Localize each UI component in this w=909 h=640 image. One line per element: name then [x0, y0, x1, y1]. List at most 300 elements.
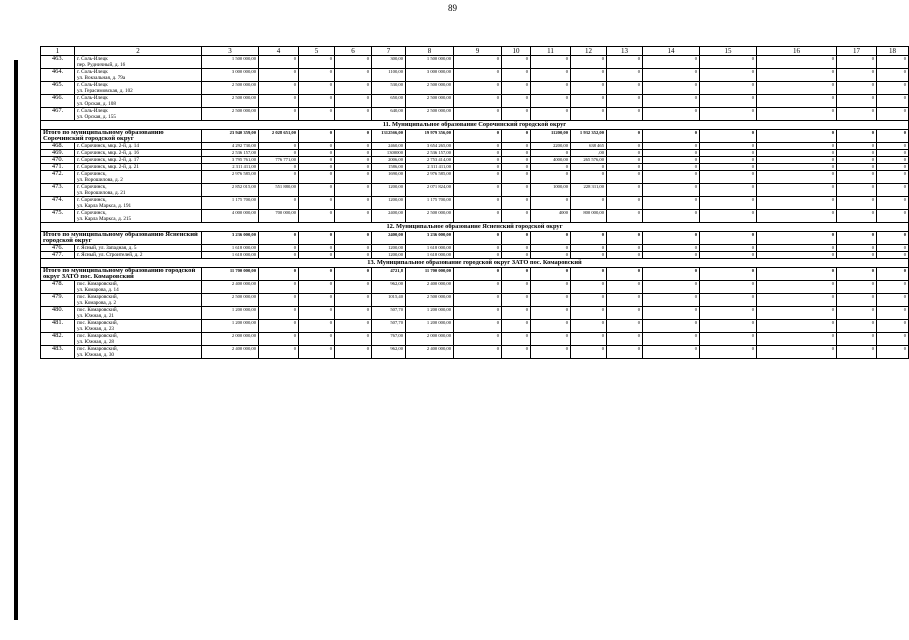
address-line: ул. Южная, д. 30 — [77, 352, 115, 358]
value-cell: 0 — [837, 210, 877, 223]
value-cell: 0 — [757, 143, 837, 150]
value-cell: 0 — [502, 150, 531, 157]
address-line: ул. Комарова, д. 2 — [77, 300, 117, 306]
address-line: ул. Комарова, д. 14 — [77, 287, 119, 293]
value-cell: 0 — [837, 333, 877, 346]
value-cell: 2 976 585,00 — [406, 171, 454, 184]
address-line: ул. Карла Маркса, д. 191 — [77, 203, 132, 209]
value-cell: 0 — [454, 69, 502, 82]
value-cell: 0 — [531, 307, 571, 320]
value-cell: 0 — [454, 164, 502, 171]
value-cell: 0 — [454, 307, 502, 320]
value-cell: 0 — [607, 281, 643, 294]
value-cell: 0 — [299, 150, 335, 157]
table-row — [41, 56, 909, 69]
value-cell: 1 500 000,00 — [406, 56, 454, 69]
value-cell: 0 — [299, 333, 335, 346]
value-cell: 0 — [259, 346, 299, 359]
value-cell: 3 654 265,00 — [406, 143, 454, 150]
value-cell: 0 — [502, 69, 531, 82]
value-cell: 0 — [757, 268, 837, 281]
value-cell: 0 — [531, 294, 571, 307]
value-cell: 0 — [454, 56, 502, 69]
value-cell: 0 — [837, 268, 877, 281]
value-cell: 0 — [531, 82, 571, 95]
table-row — [41, 210, 909, 223]
section-row — [41, 121, 909, 130]
value-cell: 0 — [335, 56, 372, 69]
value-cell: 0 — [454, 150, 502, 157]
value-cell: 4 000 000,00 — [202, 210, 259, 223]
address-cell — [75, 346, 202, 359]
value-cell: 0 — [643, 210, 700, 223]
total-row — [41, 268, 909, 281]
value-cell: 1 175 700,00 — [406, 197, 454, 210]
value-cell: 2 000 000,00 — [202, 333, 259, 346]
value-cell: 0 — [299, 281, 335, 294]
column-header: 5 — [299, 47, 335, 56]
value-cell: 0 — [643, 268, 700, 281]
header-row — [41, 47, 909, 56]
value-cell: 0 — [335, 320, 372, 333]
value-cell: 0 — [454, 82, 502, 95]
value-cell: 2 500 000,00 — [406, 210, 454, 223]
address-line: ул. Ворошилова, д. 2 — [77, 177, 123, 183]
value-cell: 0 — [757, 69, 837, 82]
value-cell: 0 — [700, 82, 757, 95]
table-row — [41, 197, 909, 210]
value-cell: 11 700 000,00 — [406, 268, 454, 281]
value-cell: 0 — [335, 333, 372, 346]
value-cell: 2 400 000,00 — [406, 346, 454, 359]
table-row — [41, 69, 909, 82]
value-cell: 0 — [531, 281, 571, 294]
value-cell: 0 — [607, 164, 643, 171]
value-cell: 0 — [877, 333, 909, 346]
value-cell: 2 000 000,00 — [406, 333, 454, 346]
value-cell: 0 — [531, 197, 571, 210]
value-cell: 1200,00 — [372, 184, 406, 197]
value-cell: 0 — [259, 307, 299, 320]
value-cell: 0 — [837, 294, 877, 307]
value-cell: 0 — [454, 95, 502, 108]
value-cell: 1 932 352,00 — [571, 130, 607, 143]
address-line: г. Сорочинск, мкр. 2-й, д. 14 — [77, 143, 139, 149]
value-cell: 638 465 — [571, 143, 607, 150]
value-cell: 0 — [502, 281, 531, 294]
value-cell: 0 — [259, 281, 299, 294]
address-line: пос. Комаровский, — [77, 333, 118, 339]
value-cell: 3 795 761,00 — [202, 157, 259, 164]
value-cell: 0 — [299, 108, 335, 121]
value-cell: 0 — [454, 346, 502, 359]
column-header: 4 — [259, 47, 299, 56]
value-cell: 800 000,00 — [571, 210, 607, 223]
value-cell: 2 852 015,00 — [202, 184, 259, 197]
table-row — [41, 281, 909, 294]
value-cell: 3 236 000,00 — [406, 232, 454, 245]
value-cell: 0 — [299, 245, 335, 252]
value-cell: 0 — [571, 164, 607, 171]
value-cell: 0 — [454, 333, 502, 346]
value-cell: 11200,00 — [531, 130, 571, 143]
value-cell: 0 — [607, 108, 643, 121]
table-row — [41, 320, 909, 333]
value-cell: 0 — [757, 333, 837, 346]
value-cell: 0 — [757, 232, 837, 245]
value-cell: 0 — [502, 232, 531, 245]
value-cell: 0 — [571, 320, 607, 333]
value-cell: 0 — [502, 82, 531, 95]
value-cell: 1 618 000,00 — [406, 245, 454, 252]
value-cell: 0 — [454, 171, 502, 184]
address-line: ул. Орская, д. 108 — [77, 101, 116, 107]
value-cell: 0 — [837, 143, 877, 150]
value-cell: 0 — [571, 82, 607, 95]
value-cell: 2 500 000,00 — [406, 108, 454, 121]
value-cell: 0 — [700, 320, 757, 333]
value-cell: 0 — [837, 95, 877, 108]
value-cell: 2 753 414,00 — [406, 157, 454, 164]
value-cell: 0 — [607, 294, 643, 307]
value-cell: 0 — [837, 320, 877, 333]
value-cell: 0 — [700, 210, 757, 223]
column-header: 9 — [454, 47, 502, 56]
address-line: г. Ясный, ул. Строителей, д. 2 — [77, 252, 143, 258]
value-cell: 0 — [299, 171, 335, 184]
value-cell: 2200,00 — [531, 143, 571, 150]
address-line: г. Сорочинск, — [77, 184, 107, 190]
section-title: 11. Муниципальное образование Сорочинский городской округ — [41, 121, 909, 130]
value-cell: 1 500 000,00 — [202, 56, 259, 69]
value-cell: 0 — [454, 210, 502, 223]
value-cell: 0 — [700, 69, 757, 82]
value-cell: 0 — [607, 252, 643, 259]
value-cell: 0 — [643, 150, 700, 157]
value-cell: 0 — [757, 307, 837, 320]
value-cell: 0 — [335, 245, 372, 252]
table-row — [41, 333, 909, 346]
value-cell: 0 — [571, 56, 607, 69]
value-cell: 0 — [335, 95, 372, 108]
address-cell — [75, 184, 202, 197]
value-cell: 0 — [259, 197, 299, 210]
value-cell: 0 — [837, 56, 877, 69]
value-cell: 0 — [299, 157, 335, 164]
value-cell: 0 — [607, 268, 643, 281]
value-cell: 1 175 700,00 — [202, 197, 259, 210]
value-cell: 0 — [877, 95, 909, 108]
value-cell: 0 — [877, 232, 909, 245]
value-cell: 0 — [571, 307, 607, 320]
value-cell: 0 — [571, 95, 607, 108]
address-line: пос. Комаровский, — [77, 294, 118, 300]
value-cell: 0 — [259, 82, 299, 95]
value-cell: 0 — [299, 346, 335, 359]
value-cell: 0 — [531, 252, 571, 259]
value-cell: 1200,00 — [372, 252, 406, 259]
value-cell: 2460,00 — [372, 143, 406, 150]
value-cell: 0 — [607, 171, 643, 184]
table-row — [41, 157, 909, 164]
value-cell: 0 — [299, 164, 335, 171]
value-cell: 0 — [757, 184, 837, 197]
table-row — [41, 252, 909, 259]
value-cell: 0 — [454, 130, 502, 143]
value-cell: 0 — [837, 252, 877, 259]
value-cell: 700 000,00 — [259, 210, 299, 223]
value-cell: 0 — [335, 210, 372, 223]
value-cell: 962,00 — [372, 346, 406, 359]
value-cell: 0 — [335, 143, 372, 150]
row-number: 465. — [41, 82, 75, 95]
value-cell: 0 — [757, 108, 837, 121]
value-cell: 0 — [335, 69, 372, 82]
value-cell: 0 — [643, 164, 700, 171]
value-cell: 0 — [643, 184, 700, 197]
value-cell: 0 — [502, 294, 531, 307]
value-cell: 0 — [335, 130, 372, 143]
value-cell: 0 — [700, 143, 757, 150]
value-cell: 0 — [335, 82, 372, 95]
value-cell: 0 — [837, 82, 877, 95]
address-line: г. Сорочинск, мкр. 2-й, д. 17 — [77, 157, 139, 163]
value-cell: 2 500 000,00 — [406, 294, 454, 307]
value-cell: 0 — [700, 252, 757, 259]
value-cell: 0 — [757, 171, 837, 184]
value-cell: 0 — [700, 56, 757, 69]
row-number: 466. — [41, 95, 75, 108]
address-cell — [75, 150, 202, 157]
value-cell: 0 — [454, 197, 502, 210]
value-cell: 0 — [643, 56, 700, 69]
address-line: г. Ясный, ул. Западная, д. 5 — [77, 245, 137, 251]
value-cell: 1 618 000,00 — [406, 252, 454, 259]
value-cell: 0 — [837, 164, 877, 171]
value-cell: 0 — [259, 252, 299, 259]
address-line: ул. Герасимовская, д. 102 — [77, 88, 133, 94]
value-cell: 0 — [877, 252, 909, 259]
value-cell: 507,70 — [372, 307, 406, 320]
value-cell: 0 — [607, 95, 643, 108]
value-cell: 0 — [335, 108, 372, 121]
value-cell: 4000,00 — [531, 157, 571, 164]
value-cell: 0 — [454, 320, 502, 333]
address-cell — [75, 164, 202, 171]
row-number: 469. — [41, 150, 75, 157]
value-cell: 0 — [335, 252, 372, 259]
address-line: пос. Комаровский, — [77, 346, 118, 352]
value-cell: 0 — [607, 333, 643, 346]
value-cell: 0 — [531, 150, 571, 157]
value-cell: 2 500 000,00 — [406, 82, 454, 95]
value-cell: 0 — [607, 245, 643, 252]
address-line: пер. Рудничный, д. 16 — [77, 62, 126, 68]
value-cell: 0 — [502, 56, 531, 69]
value-cell: 1 200 000,00 — [202, 307, 259, 320]
value-cell: 0 — [299, 95, 335, 108]
row-number: 482. — [41, 333, 75, 346]
value-cell: 2 536 157,00 — [202, 150, 259, 157]
value-cell: 0 — [571, 232, 607, 245]
value-cell: 0 — [607, 69, 643, 82]
address-cell — [75, 333, 202, 346]
value-cell: 4000 — [531, 210, 571, 223]
value-cell: 0 — [571, 281, 607, 294]
address-cell — [75, 157, 202, 164]
value-cell: 0 — [259, 95, 299, 108]
value-cell: 0 — [335, 232, 372, 245]
value-cell: 0 — [531, 171, 571, 184]
value-cell: 300,00 — [372, 56, 406, 69]
address-line: г. Соль-Илецк — [77, 56, 108, 62]
value-cell: 0 — [837, 184, 877, 197]
value-cell: 507,70 — [372, 320, 406, 333]
value-cell: 0 — [531, 245, 571, 252]
total-row — [41, 130, 909, 143]
row-number: 473. — [41, 184, 75, 197]
value-cell: 0 — [571, 245, 607, 252]
value-cell: 1015,40 — [372, 294, 406, 307]
address-line: ул. Орская, д. 155 — [77, 114, 116, 120]
value-cell: 551 880,00 — [259, 184, 299, 197]
value-cell: 0 — [502, 268, 531, 281]
table-row — [41, 82, 909, 95]
value-cell: 0 — [837, 108, 877, 121]
value-cell: 0 — [700, 346, 757, 359]
total-label: Итого по муниципальному образованию городской округ ЗАТО пос. Комаровский — [41, 268, 202, 281]
table-row — [41, 150, 909, 157]
row-number: 483. — [41, 346, 75, 359]
value-cell: 0 — [335, 268, 372, 281]
row-number: 472. — [41, 171, 75, 184]
address-cell — [75, 143, 202, 150]
address-line: г. Соль-Илецк — [77, 108, 108, 114]
value-cell: 0 — [700, 108, 757, 121]
value-cell: 0 — [502, 184, 531, 197]
value-cell: 0 — [299, 82, 335, 95]
value-cell: 0 — [259, 320, 299, 333]
value-cell: 0 — [335, 164, 372, 171]
column-header: 13 — [607, 47, 643, 56]
row-number: 467. — [41, 108, 75, 121]
value-cell: 2 311 411,00 — [406, 164, 454, 171]
address-cell — [75, 307, 202, 320]
value-cell: 0 — [502, 171, 531, 184]
value-cell: 0 — [607, 307, 643, 320]
value-cell: 3 000 000,00 — [202, 69, 259, 82]
value-cell: 0 — [757, 281, 837, 294]
value-cell: 0 — [454, 281, 502, 294]
section-title: 13. Муниципальное образование городской округ ЗАТО пос. Комаровский — [41, 259, 909, 268]
value-cell: 0 — [837, 130, 877, 143]
value-cell: 0 — [531, 108, 571, 121]
value-cell: 0 — [454, 184, 502, 197]
value-cell: 0 — [571, 197, 607, 210]
value-cell: 0 — [877, 56, 909, 69]
value-cell: 0 — [502, 307, 531, 320]
value-cell: 0 — [607, 210, 643, 223]
value-cell: 2 400 000,00 — [202, 346, 259, 359]
value-cell: 2 311 411,00 — [202, 164, 259, 171]
value-cell: 0 — [299, 307, 335, 320]
address-cell — [75, 281, 202, 294]
value-cell: 0 — [700, 171, 757, 184]
value-cell: 0 — [607, 232, 643, 245]
row-number: 475. — [41, 210, 75, 223]
value-cell: 0 — [607, 143, 643, 150]
value-cell: 0 — [877, 164, 909, 171]
table-row — [41, 346, 909, 359]
value-cell: 19 979 356,00 — [406, 130, 454, 143]
value-cell: 0 — [531, 69, 571, 82]
row-number: 468. — [41, 143, 75, 150]
value-cell: 0 — [877, 130, 909, 143]
value-cell: 2 500 000,00 — [202, 294, 259, 307]
value-cell: 13125б6,00 — [372, 130, 406, 143]
column-header: 7 — [372, 47, 406, 56]
row-number: 476. — [41, 245, 75, 252]
value-cell: 2 500 000,00 — [202, 82, 259, 95]
value-cell: 1 200 000,00 — [406, 320, 454, 333]
value-cell: 0 — [259, 232, 299, 245]
value-cell: 0 — [643, 171, 700, 184]
value-cell: 0 — [335, 184, 372, 197]
row-number: 474. — [41, 197, 75, 210]
value-cell: 0 — [607, 184, 643, 197]
value-cell: 0 — [531, 56, 571, 69]
value-cell: 0 — [837, 157, 877, 164]
value-cell: 0 — [502, 320, 531, 333]
address-cell — [75, 108, 202, 121]
address-line: г. Сорочинск, — [77, 210, 107, 216]
total-label: Итого по муниципальному образованию Ясненский городской округ — [41, 232, 202, 245]
value-cell: 4721,8 — [372, 268, 406, 281]
value-cell: 0 — [757, 130, 837, 143]
value-cell: 0 — [643, 333, 700, 346]
value-cell: 0 — [757, 56, 837, 69]
address-cell — [75, 210, 202, 223]
value-cell: 228 311,00 — [571, 184, 607, 197]
value-cell: 0 — [757, 95, 837, 108]
value-cell: 0 — [454, 245, 502, 252]
value-cell: 0 — [607, 197, 643, 210]
address-cell — [75, 320, 202, 333]
value-cell: 0 — [502, 333, 531, 346]
address-line: ул. Южная, д. 23 — [77, 326, 115, 332]
value-cell: 2400,00 — [372, 210, 406, 223]
address-cell — [75, 95, 202, 108]
value-cell: 0 — [700, 281, 757, 294]
table-row — [41, 164, 909, 171]
value-cell: 0 — [299, 56, 335, 69]
value-cell: 0 — [299, 184, 335, 197]
value-cell: 0 — [643, 245, 700, 252]
value-cell: 2 400 000,00 — [406, 281, 454, 294]
column-header: 2 — [75, 47, 202, 56]
address-line: г. Сорочинск, мкр. 2-й, д. 16 — [77, 150, 139, 156]
address-line: г. Соль-Илецк — [77, 82, 108, 88]
value-cell: 0 — [454, 294, 502, 307]
address-line: ул. Южная, д. 21 — [77, 313, 115, 319]
value-cell: 1 618 000,00 — [202, 252, 259, 259]
value-cell: 0 — [877, 69, 909, 82]
value-cell: 0 — [259, 69, 299, 82]
value-cell: 0 — [607, 150, 643, 157]
value-cell: 2 071 824,00 — [406, 184, 454, 197]
value-cell: 0 — [837, 197, 877, 210]
value-cell: 530,00 — [372, 82, 406, 95]
